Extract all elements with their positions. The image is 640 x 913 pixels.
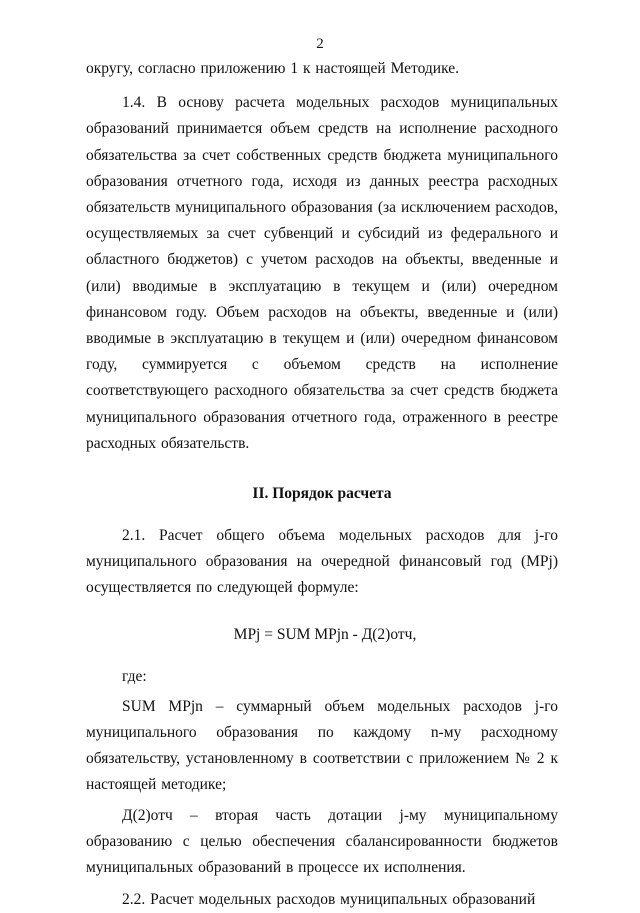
paragraph-sum-definition: SUM MPjn – суммарный объем модельных расходов j-го муниципального образования по каждому n-му расходному обязательству, установленному в соответствии с приложением № 2 к настоящей методике; xyxy=(86,697,558,794)
paragraph-1-4: 1.4. В основу расчета модельных расходов муниципальных образований принимается объем средств на исполнение расходного обязательства за счет собственных средств бюджета муниципального образования отчетного года, исходя из данных реестра расходных обязательств муниципального образования (за исключением расходов, осуществляемых за счет субвенций и субсидий из федерального и областного бюджетов) с учетом расходов на объекты, введенные и (или) вводимые в эксплуатацию в текущем и (или) очередном финансовом году. Объем расходов на объекты, введенные и (или) вводимые в эксплуатацию в текущем и (или) очередном финансовом году, суммируется с объемом средств на исполнение соответствующего расходного обязательства за счет средств бюджета муниципального образования отчетного года, отраженного в реестре расходных обязательств. xyxy=(86,94,558,452)
paragraph-2-2: 2.2. Расчет модельных расходов муниципальных образований xyxy=(122,891,536,909)
paragraph-d2-definition: Д(2)отч – вторая часть дотации j-му муниципальному образованию с целью обеспечения сбалансированности бюджетов муниципальных образований в процессе их исполнения. xyxy=(86,806,558,877)
paragraph-intro: округу, согласно приложению 1 к настоящей Методике. xyxy=(86,60,459,77)
formula: MPj = SUM MPjn - Д(2)отч, xyxy=(233,625,417,643)
paragraph-where: где: xyxy=(122,667,147,685)
page-number: 2 xyxy=(316,36,324,52)
paragraph-2-1: 2.1. Расчет общего объема модельных расходов для j-го муниципального образования на очередной финансовый год (MPj) осуществляется по следующей формуле: xyxy=(86,527,558,597)
section-heading: II. Порядок расчета xyxy=(252,485,392,503)
document-body xyxy=(86,56,558,913)
